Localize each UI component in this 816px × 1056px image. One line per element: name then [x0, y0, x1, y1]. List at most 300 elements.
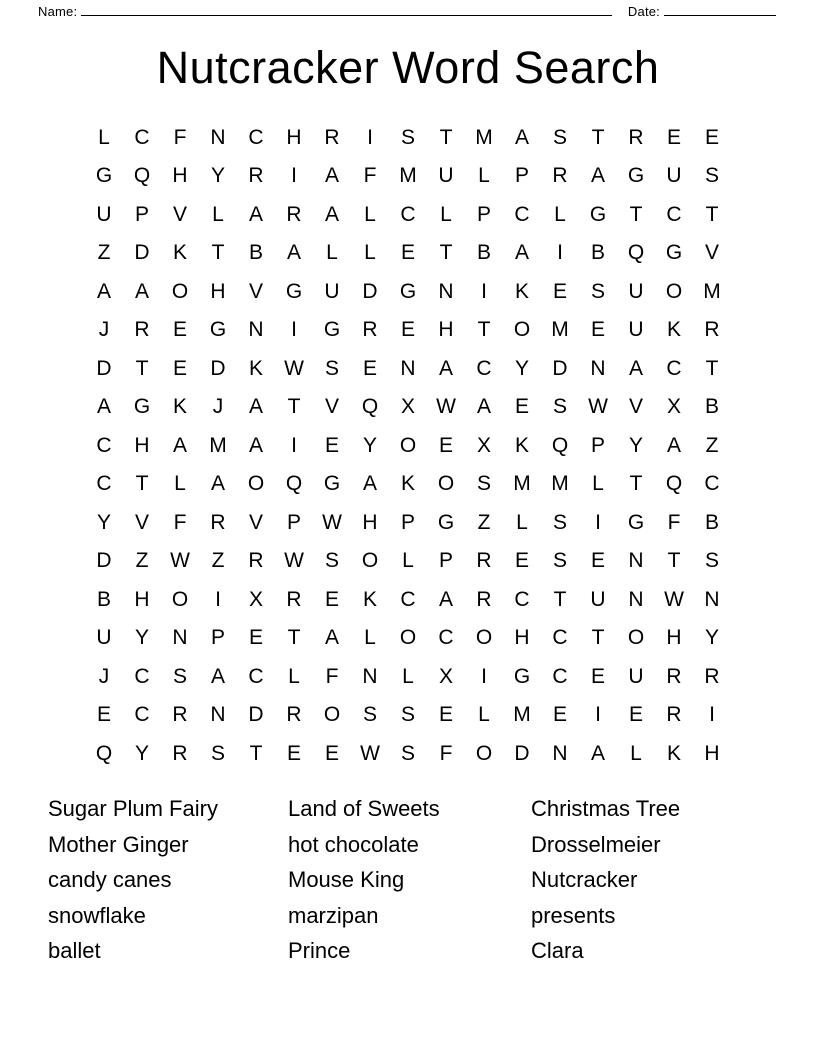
grid-letter[interactable]: T	[629, 472, 643, 495]
grid-letter[interactable]: I	[291, 164, 297, 187]
grid-letter[interactable]: U	[438, 164, 454, 187]
grid-letter[interactable]: L	[364, 626, 376, 649]
grid-letter[interactable]: N	[628, 587, 644, 611]
grid-letter[interactable]: O	[627, 626, 645, 649]
grid-letter[interactable]: C	[400, 587, 416, 611]
grid-letter[interactable]: N	[210, 703, 226, 726]
grid-letter[interactable]: U	[666, 164, 682, 187]
grid-letter[interactable]: K	[400, 472, 415, 495]
grid-letter[interactable]: B	[704, 510, 719, 534]
grid-letter[interactable]: U	[628, 318, 644, 341]
grid-letter[interactable]: C	[96, 433, 112, 457]
grid-letter[interactable]: P	[400, 510, 415, 534]
word-list-item: Prince	[288, 938, 351, 963]
grid-letter[interactable]: E	[514, 549, 529, 572]
grid-letter[interactable]: Y	[96, 510, 111, 534]
grid-letter[interactable]: O	[247, 472, 265, 495]
grid-letter[interactable]: U	[324, 279, 340, 303]
grid-letter[interactable]: S	[704, 549, 719, 572]
grid-letter[interactable]: N	[552, 741, 568, 765]
grid-letter[interactable]: X	[248, 587, 263, 611]
grid-letter[interactable]: C	[248, 664, 264, 688]
grid-letter[interactable]: Z	[97, 241, 111, 264]
grid-letter[interactable]: V	[172, 202, 187, 226]
grid-letter[interactable]: A	[514, 125, 529, 149]
grid-letter[interactable]: I	[709, 703, 715, 726]
grid-letter[interactable]: H	[514, 626, 530, 649]
grid-letter[interactable]: E	[628, 703, 643, 726]
grid-letter[interactable]: L	[212, 202, 224, 226]
grid-letter[interactable]: A	[324, 626, 339, 649]
grid-letter[interactable]: W	[170, 549, 190, 572]
word-list	[0, 791, 816, 969]
grid-letter[interactable]: B	[96, 587, 111, 611]
grid-letter[interactable]: C	[438, 626, 454, 649]
grid-letter[interactable]: P	[514, 164, 529, 187]
grid-letter[interactable]: A	[172, 433, 187, 457]
word-search-grid[interactable]	[85, 119, 731, 774]
grid-letter[interactable]: C	[552, 626, 568, 649]
grid-letter[interactable]: T	[591, 626, 605, 649]
grid-letter[interactable]: C	[134, 664, 150, 688]
grid-letter[interactable]: G	[627, 164, 645, 187]
grid-letter[interactable]: R	[666, 703, 682, 726]
grid-letter[interactable]: G	[437, 510, 455, 534]
grid-letter[interactable]: P	[286, 510, 301, 534]
grid-letter[interactable]: M	[551, 472, 569, 495]
grid-letter[interactable]: S	[552, 395, 567, 418]
grid-letter[interactable]: G	[133, 395, 151, 418]
grid-letter[interactable]: E	[324, 433, 339, 457]
grid-letter[interactable]: P	[438, 549, 453, 572]
grid-letter[interactable]: B	[476, 241, 491, 264]
grid-letter[interactable]: S	[324, 549, 339, 572]
grid-letter[interactable]: R	[172, 741, 188, 765]
grid-letter[interactable]: B	[590, 241, 605, 264]
grid-letter[interactable]: N	[172, 626, 188, 649]
grid-letter[interactable]: G	[665, 241, 683, 264]
grid-letter[interactable]: E	[666, 125, 681, 149]
grid-letter[interactable]: W	[322, 510, 342, 534]
grid-letter[interactable]: Q	[627, 241, 645, 264]
grid-letter[interactable]: A	[514, 241, 529, 264]
grid-letter[interactable]: E	[400, 318, 415, 341]
grid-letter[interactable]: R	[704, 318, 720, 341]
grid-letter[interactable]: S	[400, 741, 415, 765]
grid-letter[interactable]: N	[438, 279, 454, 303]
grid-letter[interactable]: F	[363, 164, 377, 187]
grid-letter[interactable]: U	[96, 626, 112, 649]
grid-letter[interactable]: K	[172, 241, 187, 264]
grid-letter[interactable]: E	[248, 626, 263, 649]
grid-letter[interactable]: G	[95, 164, 113, 187]
grid-letter[interactable]: T	[249, 741, 263, 765]
grid-letter[interactable]: D	[248, 703, 264, 726]
grid-letter[interactable]: R	[172, 703, 188, 726]
grid-letter[interactable]: L	[98, 125, 110, 149]
grid-letter[interactable]: R	[134, 318, 150, 341]
grid-letter[interactable]: K	[666, 741, 681, 765]
grid-letter[interactable]: T	[553, 587, 567, 611]
grid-letter[interactable]: P	[210, 626, 225, 649]
grid-letter[interactable]: H	[704, 741, 720, 765]
word-list-item: Nutcracker	[531, 867, 638, 892]
grid-letter[interactable]: F	[173, 125, 187, 149]
grid-letter[interactable]: R	[286, 202, 302, 226]
grid-letter[interactable]: I	[595, 510, 601, 534]
grid-letter[interactable]: P	[590, 433, 605, 457]
grid-letter[interactable]: K	[514, 433, 529, 457]
grid-letter[interactable]: T	[439, 241, 453, 264]
grid-letter[interactable]: S	[476, 472, 491, 495]
grid-letter[interactable]: H	[286, 125, 302, 149]
grid-letter[interactable]: K	[666, 318, 681, 341]
grid-letter[interactable]: W	[436, 395, 456, 418]
grid-letter[interactable]: T	[591, 125, 605, 149]
grid-letter[interactable]: E	[324, 587, 339, 611]
grid-letter[interactable]: D	[96, 549, 112, 572]
grid-letter[interactable]: G	[627, 510, 645, 534]
grid-letter[interactable]: R	[362, 318, 378, 341]
grid-letter[interactable]: S	[172, 664, 187, 688]
grid-letter[interactable]: B	[248, 241, 263, 264]
grid-letter[interactable]: A	[134, 279, 149, 303]
grid-letter[interactable]: F	[173, 510, 187, 534]
grid-letter[interactable]: B	[704, 395, 719, 418]
grid-letter[interactable]: S	[400, 125, 415, 149]
grid-letter[interactable]: C	[552, 664, 568, 688]
grid-letter[interactable]: L	[478, 703, 490, 726]
grid-letter[interactable]: F	[439, 741, 453, 765]
grid-letter[interactable]: S	[552, 125, 567, 149]
grid-letter[interactable]: L	[516, 510, 528, 534]
grid-letter[interactable]: S	[704, 164, 719, 187]
grid-letter[interactable]: R	[286, 703, 302, 726]
grid-letter[interactable]: O	[399, 433, 417, 457]
grid-letter[interactable]: I	[291, 318, 297, 341]
grid-letter[interactable]: G	[209, 318, 227, 341]
grid-letter[interactable]: T	[629, 202, 643, 226]
grid-letter[interactable]: I	[481, 664, 487, 688]
grid-letter[interactable]: A	[590, 741, 605, 765]
grid-letter[interactable]: S	[210, 741, 225, 765]
grid-letter[interactable]: M	[475, 125, 493, 149]
grid-letter[interactable]: C	[134, 703, 150, 726]
grid-letter[interactable]: T	[287, 395, 301, 418]
grid-letter[interactable]: H	[134, 433, 150, 457]
grid-letter[interactable]: K	[362, 587, 377, 611]
grid-letter[interactable]: H	[438, 318, 454, 341]
grid-letter[interactable]: E	[438, 433, 453, 457]
grid-letter[interactable]: T	[705, 356, 719, 380]
grid-letter[interactable]: V	[134, 510, 149, 534]
grid-letter[interactable]: C	[476, 356, 492, 380]
grid-letter[interactable]: E	[704, 125, 719, 149]
grid-letter[interactable]: L	[288, 664, 300, 688]
grid-letter[interactable]: A	[210, 472, 225, 495]
grid-letter[interactable]: E	[324, 741, 339, 765]
grid-letter[interactable]: Q	[95, 741, 113, 765]
word-list-item: candy canes	[48, 867, 172, 892]
grid-letter[interactable]: Z	[211, 549, 225, 572]
grid-letter[interactable]: A	[666, 433, 681, 457]
grid-letter[interactable]: A	[248, 202, 263, 226]
grid-letter[interactable]: X	[438, 664, 453, 688]
grid-letter[interactable]: C	[400, 202, 416, 226]
grid-letter[interactable]: Q	[285, 472, 303, 495]
grid-letter[interactable]: T	[211, 241, 225, 264]
grid-letter[interactable]: H	[210, 279, 226, 303]
grid-letter[interactable]: U	[96, 202, 112, 226]
grid-letter[interactable]: R	[476, 587, 492, 611]
grid-letter[interactable]: J	[98, 318, 110, 341]
grid-letter[interactable]: R	[210, 510, 226, 534]
grid-letter[interactable]: S	[552, 510, 567, 534]
grid-letter[interactable]: L	[402, 549, 414, 572]
grid-letter[interactable]: L	[630, 741, 642, 765]
grid-letter[interactable]: O	[323, 703, 341, 726]
grid-letter[interactable]: S	[362, 703, 377, 726]
grid-letter[interactable]: Q	[361, 395, 379, 418]
grid-letter[interactable]: O	[171, 587, 189, 611]
grid-letter[interactable]: C	[704, 472, 720, 495]
grid-letter[interactable]: L	[364, 202, 376, 226]
grid-letter[interactable]: T	[705, 202, 719, 226]
grid-letter[interactable]: G	[513, 664, 531, 688]
grid-letter[interactable]: E	[590, 549, 605, 572]
grid-letter[interactable]: S	[324, 356, 339, 380]
grid-letter[interactable]: Y	[134, 741, 149, 765]
grid-letter[interactable]: D	[552, 356, 568, 380]
word-list-item: Christmas Tree	[531, 796, 681, 821]
grid-letter[interactable]: C	[248, 125, 264, 149]
grid-letter[interactable]: W	[360, 741, 380, 765]
grid-letter[interactable]: D	[96, 356, 112, 380]
page-title: Nutcracker Word Search	[156, 42, 660, 93]
grid-letter[interactable]: I	[595, 703, 601, 726]
grid-letter[interactable]: K	[248, 356, 263, 380]
grid-letter[interactable]: T	[287, 626, 301, 649]
grid-letter[interactable]: N	[362, 664, 378, 688]
grid-letter[interactable]: P	[134, 202, 149, 226]
grid-letter[interactable]: R	[248, 549, 264, 572]
grid-letter[interactable]: Q	[665, 472, 683, 495]
grid-letter[interactable]: Y	[704, 626, 719, 649]
grid-letter[interactable]: M	[703, 279, 721, 303]
grid-letter[interactable]: R	[552, 164, 568, 187]
grid-letter[interactable]: C	[514, 587, 530, 611]
grid-letter[interactable]: A	[324, 164, 339, 187]
grid-letter[interactable]: O	[437, 472, 455, 495]
grid-letter[interactable]: G	[323, 318, 341, 341]
grid-letter[interactable]: R	[286, 587, 302, 611]
grid-letter[interactable]: A	[362, 472, 377, 495]
grid-letter[interactable]: R	[324, 125, 340, 149]
grid-letter[interactable]: W	[284, 549, 304, 572]
word-list-column	[528, 791, 771, 969]
grid-letter[interactable]: T	[135, 356, 149, 380]
grid-letter[interactable]: T	[439, 125, 453, 149]
grid-letter[interactable]: A	[628, 356, 643, 380]
grid-letter[interactable]: Y	[362, 433, 377, 457]
grid-letter[interactable]: Y	[134, 626, 149, 649]
grid-letter[interactable]: N	[210, 125, 226, 149]
grid-letter[interactable]: O	[475, 626, 493, 649]
grid-letter[interactable]: A	[248, 433, 263, 457]
grid-letter[interactable]: X	[400, 395, 415, 418]
grid-letter[interactable]: R	[476, 549, 492, 572]
grid-letter[interactable]: A	[96, 279, 111, 303]
grid-letter[interactable]: H	[666, 626, 682, 649]
grid-letter[interactable]: N	[590, 356, 606, 380]
grid-letter[interactable]: S	[400, 703, 415, 726]
grid-letter[interactable]: M	[209, 433, 227, 457]
grid-letter[interactable]: T	[477, 318, 491, 341]
grid-letter[interactable]: D	[134, 241, 150, 264]
grid-letter[interactable]: A	[438, 587, 453, 611]
grid-letter[interactable]: Q	[551, 433, 569, 457]
grid-letter[interactable]: O	[513, 318, 531, 341]
grid-letter[interactable]: P	[476, 202, 491, 226]
grid-letter[interactable]: Z	[135, 549, 149, 572]
grid-letter[interactable]: T	[135, 472, 149, 495]
grid-letter[interactable]: W	[588, 395, 608, 418]
grid-letter[interactable]: S	[552, 549, 567, 572]
grid-letter[interactable]: M	[551, 318, 569, 341]
grid-letter[interactable]: L	[440, 202, 452, 226]
grid-letter[interactable]: R	[666, 664, 682, 688]
grid-letter[interactable]: U	[590, 587, 606, 611]
grid-letter[interactable]: K	[514, 279, 529, 303]
grid-letter[interactable]: C	[666, 202, 682, 226]
grid-letter[interactable]: A	[286, 241, 301, 264]
grid-letter[interactable]: E	[438, 703, 453, 726]
grid-letter[interactable]: O	[361, 549, 379, 572]
grid-letter[interactable]: C	[666, 356, 682, 380]
grid-letter[interactable]: A	[476, 395, 491, 418]
grid-letter[interactable]: E	[286, 741, 301, 765]
grid-letter[interactable]: D	[362, 279, 378, 303]
grid-letter[interactable]: G	[285, 279, 303, 303]
grid-letter[interactable]: L	[326, 241, 338, 264]
grid-letter[interactable]: K	[172, 395, 187, 418]
grid-letter[interactable]: Y	[628, 433, 643, 457]
grid-letter[interactable]: S	[590, 279, 605, 303]
grid-letter[interactable]: A	[248, 395, 263, 418]
grid-letter[interactable]: W	[284, 356, 304, 380]
grid-letter[interactable]: O	[171, 279, 189, 303]
grid-letter[interactable]: C	[514, 202, 530, 226]
grid-letter[interactable]: I	[215, 587, 221, 611]
grid-letter[interactable]: I	[557, 241, 563, 264]
grid-letter[interactable]: N	[628, 549, 644, 572]
grid-letter[interactable]: A	[324, 202, 339, 226]
grid-letter[interactable]: R	[704, 664, 720, 688]
grid-letter[interactable]: V	[324, 395, 339, 418]
grid-letter[interactable]: M	[513, 703, 531, 726]
grid-letter[interactable]: V	[248, 279, 263, 303]
grid-letter[interactable]: F	[325, 664, 339, 688]
grid-letter[interactable]: U	[628, 664, 644, 688]
grid-letter[interactable]: G	[399, 279, 417, 303]
word-list-item: Land of Sweets	[288, 796, 440, 821]
grid-letter[interactable]: O	[475, 741, 493, 765]
grid-letter[interactable]: E	[590, 664, 605, 688]
grid-letter[interactable]: Y	[210, 164, 225, 187]
grid-letter[interactable]: I	[367, 125, 373, 149]
grid-letter[interactable]: E	[172, 356, 187, 380]
word-list-item: ballet	[48, 938, 101, 963]
grid-letter[interactable]: N	[248, 318, 264, 341]
grid-letter[interactable]: L	[402, 664, 414, 688]
word-list-item: snowflake	[48, 902, 146, 928]
grid-letter[interactable]: G	[589, 202, 607, 226]
grid-letter[interactable]: Q	[133, 164, 151, 187]
grid-letter[interactable]: V	[628, 395, 643, 418]
grid-letter[interactable]: E	[172, 318, 187, 341]
grid-letter[interactable]: Z	[705, 433, 719, 457]
grid-letter[interactable]: G	[323, 472, 341, 495]
grid-letter[interactable]: I	[481, 279, 487, 303]
grid-letter[interactable]: M	[513, 472, 531, 495]
grid-letter[interactable]: I	[291, 433, 297, 457]
grid-letter[interactable]: A	[590, 164, 605, 187]
grid-letter[interactable]: Z	[477, 510, 491, 534]
grid-letter[interactable]: H	[134, 587, 150, 611]
grid-letter[interactable]: A	[438, 356, 453, 380]
grid-letter[interactable]: C	[96, 472, 112, 495]
grid-letter[interactable]: J	[98, 664, 110, 688]
grid-letter[interactable]: E	[514, 395, 529, 418]
grid-letter[interactable]: A	[96, 395, 111, 418]
grid-letter[interactable]: L	[592, 472, 604, 495]
grid-letter[interactable]: V	[248, 510, 263, 534]
grid-letter[interactable]: H	[172, 164, 188, 187]
grid-letter[interactable]: D	[210, 356, 226, 380]
grid-letter[interactable]: L	[478, 164, 490, 187]
grid-letter[interactable]: J	[212, 395, 224, 418]
grid-letter[interactable]: Y	[514, 356, 529, 380]
grid-letter[interactable]: F	[667, 510, 681, 534]
grid-letter[interactable]: E	[362, 356, 377, 380]
grid-letter[interactable]: A	[210, 664, 225, 688]
grid-letter[interactable]: L	[174, 472, 186, 495]
grid-letter[interactable]: E	[96, 703, 111, 726]
grid-letter[interactable]: H	[362, 510, 378, 534]
grid-letter[interactable]: L	[364, 241, 376, 264]
grid-letter[interactable]: M	[399, 164, 417, 187]
grid-letter[interactable]: L	[554, 202, 566, 226]
grid-letter[interactable]: X	[666, 395, 681, 418]
grid-letter[interactable]: O	[665, 279, 683, 303]
grid-letter[interactable]: O	[399, 626, 417, 649]
grid-letter[interactable]: E	[400, 241, 415, 264]
grid-letter[interactable]: V	[704, 241, 719, 264]
grid-letter[interactable]: T	[667, 549, 681, 572]
grid-letter[interactable]: R	[248, 164, 264, 187]
grid-letter[interactable]: N	[704, 587, 720, 611]
grid-letter[interactable]: E	[590, 318, 605, 341]
grid-letter[interactable]: E	[552, 279, 567, 303]
grid-letter[interactable]: X	[476, 433, 491, 457]
grid-letter[interactable]: U	[628, 279, 644, 303]
grid-letter[interactable]: E	[552, 703, 567, 726]
grid-letter[interactable]: W	[664, 587, 684, 611]
grid-letter[interactable]: N	[400, 356, 416, 380]
grid-letter[interactable]: R	[628, 125, 644, 149]
grid-letter[interactable]: D	[514, 741, 530, 765]
grid-letter[interactable]: C	[134, 125, 150, 149]
